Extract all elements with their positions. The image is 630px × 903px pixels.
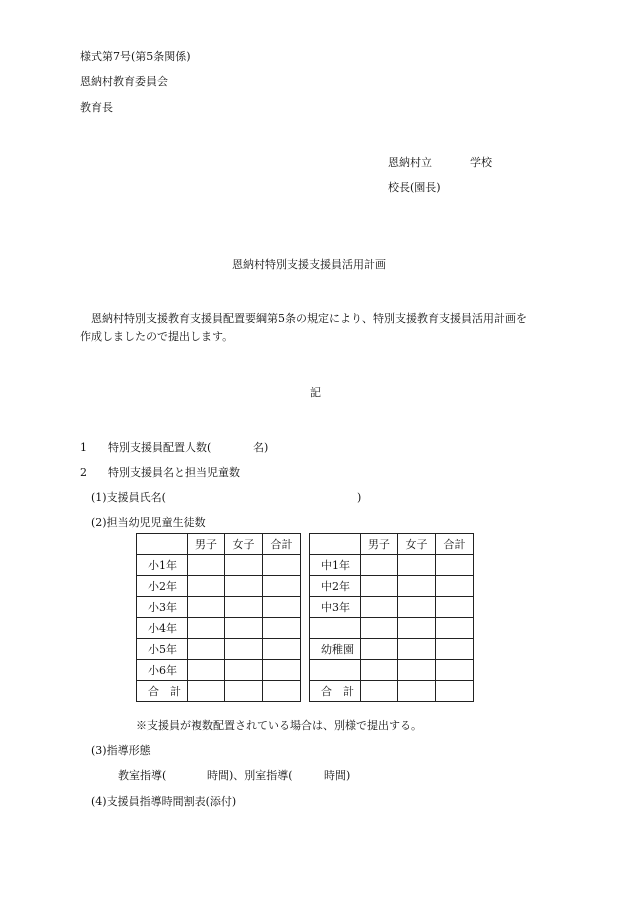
supporter-name-close: ) <box>357 491 362 504</box>
count-cell[interactable] <box>188 576 225 597</box>
table-divider <box>301 639 310 660</box>
table-row <box>137 555 474 576</box>
count-cell[interactable] <box>436 639 474 660</box>
supporter-name-label: (1)支援員氏名( <box>91 491 166 504</box>
table-row <box>137 660 474 681</box>
count-cell[interactable] <box>225 618 263 639</box>
classroom-guidance-label: 教室指導( <box>118 769 167 782</box>
row-label-right: 中3年 <box>310 597 361 618</box>
count-cell[interactable] <box>263 576 301 597</box>
header-male: 男子 <box>361 534 398 555</box>
row-label-right <box>310 618 361 639</box>
count-cell[interactable] <box>263 618 301 639</box>
header-female: 女子 <box>225 534 263 555</box>
count-cell[interactable] <box>263 597 301 618</box>
count-cell[interactable] <box>398 618 436 639</box>
row-label-left-total: 合 計 <box>137 681 188 702</box>
count-cell[interactable] <box>188 660 225 681</box>
header-total: 合計 <box>436 534 474 555</box>
ki-marker: 記 <box>310 386 321 399</box>
header-total: 合計 <box>263 534 301 555</box>
table-row <box>137 597 474 618</box>
form-number: 様式第7号(第5条関係) <box>80 50 191 63</box>
count-cell[interactable] <box>225 660 263 681</box>
count-cell[interactable] <box>188 618 225 639</box>
table-corner-cell <box>310 534 361 555</box>
table-divider <box>301 597 310 618</box>
count-cell[interactable] <box>225 555 263 576</box>
count-cell[interactable] <box>188 555 225 576</box>
separate-room-guidance-label: 時間)、別室指導( <box>207 769 293 782</box>
row-label-right: 中2年 <box>310 576 361 597</box>
count-cell[interactable] <box>361 555 398 576</box>
count-cell[interactable] <box>398 555 436 576</box>
count-cell[interactable] <box>361 639 398 660</box>
count-cell[interactable] <box>436 555 474 576</box>
document-title: 恩納村特別支援支援員活用計画 <box>232 258 386 271</box>
table-divider <box>301 660 310 681</box>
separate-room-hours-close: 時間) <box>324 769 351 782</box>
item-1-close: 名) <box>253 441 269 454</box>
count-cell[interactable] <box>436 576 474 597</box>
count-cell[interactable] <box>398 660 436 681</box>
count-cell[interactable] <box>263 639 301 660</box>
student-count-table <box>136 533 474 702</box>
item-2-label: 特別支援員名と担当児童数 <box>108 466 240 479</box>
count-cell[interactable] <box>188 681 225 702</box>
row-label-right-total: 合 計 <box>310 681 361 702</box>
row-label-left: 小3年 <box>137 597 188 618</box>
guidance-format-label: (3)指導形態 <box>91 744 151 757</box>
header-male: 男子 <box>188 534 225 555</box>
count-cell[interactable] <box>436 681 474 702</box>
school-name-suffix: 学校 <box>470 156 492 169</box>
table-divider <box>301 555 310 576</box>
count-cell[interactable] <box>436 597 474 618</box>
table-divider <box>301 618 310 639</box>
row-label-left: 小5年 <box>137 639 188 660</box>
count-cell[interactable] <box>361 618 398 639</box>
count-cell[interactable] <box>225 576 263 597</box>
row-label-left: 小1年 <box>137 555 188 576</box>
table-divider <box>301 576 310 597</box>
header-female: 女子 <box>398 534 436 555</box>
timetable-label: (4)支援員指導時間割表(添付) <box>91 795 237 808</box>
count-cell[interactable] <box>361 576 398 597</box>
table-divider <box>301 534 310 555</box>
addressee-title: 教育長 <box>80 101 113 114</box>
table-divider <box>301 681 310 702</box>
row-label-right: 幼稚園 <box>310 639 361 660</box>
body-text-line-2: 作成しましたので提出します。 <box>80 330 234 343</box>
count-cell[interactable] <box>225 681 263 702</box>
table-row <box>137 639 474 660</box>
multiple-supporter-note: ※支援員が複数配置されている場合は、別様で提出する。 <box>136 719 422 732</box>
table-corner-cell <box>137 534 188 555</box>
table-row <box>137 576 474 597</box>
count-cell[interactable] <box>398 639 436 660</box>
count-cell[interactable] <box>398 597 436 618</box>
row-label-left: 小4年 <box>137 618 188 639</box>
row-label-left: 小2年 <box>137 576 188 597</box>
student-count-label: (2)担当幼児児童生徒数 <box>91 516 206 529</box>
row-label-right: 中1年 <box>310 555 361 576</box>
row-label-right <box>310 660 361 681</box>
body-text-line-1: 恩納村特別支援教育支援員配置要綱第5条の規定により、特別支援教育支援員活用計画を <box>91 312 527 325</box>
table-row <box>137 618 474 639</box>
item-2-number: 2 <box>80 466 87 479</box>
count-cell[interactable] <box>436 618 474 639</box>
count-cell[interactable] <box>398 681 436 702</box>
count-cell[interactable] <box>398 576 436 597</box>
count-cell[interactable] <box>225 597 263 618</box>
item-1-label: 特別支援員配置人数( <box>108 441 212 454</box>
principal-title: 校長(園長) <box>388 181 441 194</box>
count-cell[interactable] <box>361 597 398 618</box>
table-header-row <box>137 534 474 555</box>
count-cell[interactable] <box>188 597 225 618</box>
count-cell[interactable] <box>225 639 263 660</box>
item-1-number: 1 <box>80 441 87 454</box>
school-name-prefix: 恩納村立 <box>388 156 432 169</box>
count-cell[interactable] <box>361 681 398 702</box>
table-total-row <box>137 681 474 702</box>
addressee-organization: 恩納村教育委員会 <box>80 75 168 88</box>
count-cell[interactable] <box>436 660 474 681</box>
count-cell[interactable] <box>263 681 301 702</box>
count-cell[interactable] <box>263 555 301 576</box>
count-cell[interactable] <box>263 660 301 681</box>
count-cell[interactable] <box>188 639 225 660</box>
row-label-left: 小6年 <box>137 660 188 681</box>
count-cell[interactable] <box>361 660 398 681</box>
